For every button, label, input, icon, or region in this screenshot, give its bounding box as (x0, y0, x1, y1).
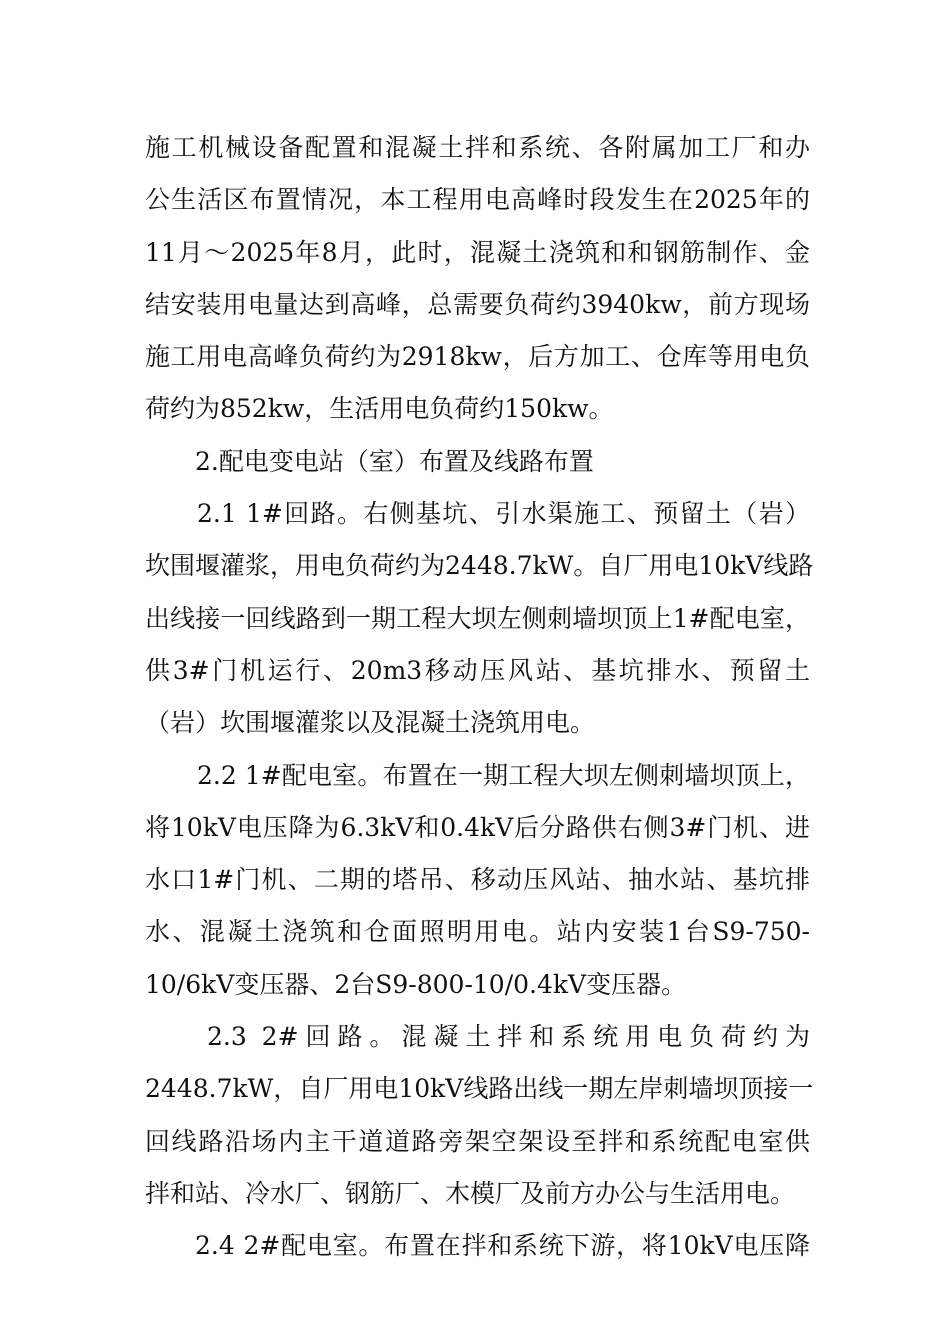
text-line: 结安装用电量达到高峰，总需要负荷约3940kw，前方现场 (145, 289, 810, 319)
paragraph-power-load (145, 122, 810, 436)
text-line: （岩）坎围堰灌浆以及混凝土浇筑用电。 (145, 708, 596, 738)
text-line: 出线接一回线路到一期工程大坝左侧刺墙坝顶上1#配电室， (145, 603, 810, 633)
text-line: 拌和站、冷水厂、钢筋厂、木模厂及前方办公与生活用电。 (145, 1178, 796, 1208)
text-line: 2.2 1#配电室。布置在一期工程大坝左侧刺墙坝顶上， (197, 760, 810, 790)
text-line: 公生活区布置情况，本工程用电高峰时段发生在2025年的 (145, 185, 810, 215)
text-line: 2.3 2#回路。混凝土拌和系统用电负荷约为 (207, 1022, 810, 1052)
section-heading (145, 436, 810, 488)
paragraph-circuit-2 (145, 1011, 814, 1220)
text-line: 2.配电变电站（室）布置及线路布置 (195, 446, 594, 476)
text-line: 施工机械设备配置和混凝土拌和系统、各附属加工厂和办 (145, 133, 810, 162)
paragraph-substation-1 (145, 750, 810, 1011)
text-line: 11月～2025年8月，此时，混凝土浇筑和和钢筋制作、金 (145, 237, 810, 267)
text-line: 坎围堰灌浆，用电负荷约为2448.7kW。自厂用电10kV线路 (145, 551, 814, 581)
paragraph-circuit-1 (145, 488, 814, 749)
text-line: 将10kV电压降为6.3kV和0.4kV后分路供右侧3#门机、进 (145, 812, 810, 842)
text-line: 水、混凝土浇筑和仓面照明用电。站内安装1台S9-750- (145, 917, 810, 947)
paragraph-substation-2 (145, 1220, 810, 1272)
text-line: 2448.7kW，自厂用电10kV线路出线一期左岸刺墙坝顶接一 (145, 1074, 814, 1104)
text-line: 荷约为852kw，生活用电负荷约150kw。 (145, 394, 614, 424)
text-line: 10/6kV变压器、2台S9-800-10/0.4kV变压器。 (145, 969, 687, 999)
text-line: 施工用电高峰负荷约为2918kw，后方加工、仓库等用电负 (145, 342, 810, 372)
text-line: 回线路沿场内主干道道路旁架空架设至拌和系统配电室供 (145, 1126, 810, 1156)
text-line: 2.4 2#配电室。布置在拌和系统下游，将10kV电压降 (195, 1231, 810, 1261)
text-line: 水口1#门机、二期的塔吊、移动压风站、抽水站、基坑排 (145, 865, 810, 895)
text-line: 2.1 1#回路。右侧基坑、引水渠施工、预留土（岩） (197, 499, 810, 529)
document-body (145, 122, 814, 1273)
text-line: 供3#门机运行、20m3移动压风站、基坑排水、预留土 (145, 655, 810, 685)
